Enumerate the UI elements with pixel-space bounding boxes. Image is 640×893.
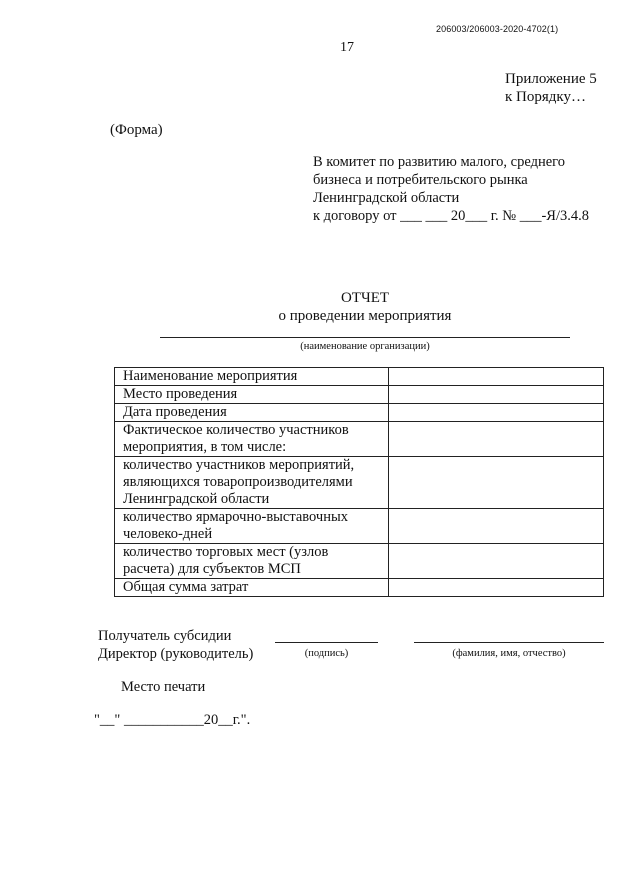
addressee-block [313, 153, 589, 225]
row-value-cell[interactable] [389, 422, 604, 457]
table-row [115, 579, 604, 597]
organization-name-line[interactable] [160, 337, 570, 338]
full-name-caption: (фамилия, имя, отчество) [452, 648, 566, 659]
signatory-block [98, 627, 253, 663]
table-row [115, 422, 604, 457]
appendix-note [505, 70, 597, 106]
row-value-cell[interactable] [389, 544, 604, 579]
row-value-cell[interactable] [389, 579, 604, 597]
report-table [114, 367, 604, 597]
row-label: Дата проведения [115, 404, 389, 422]
addressee-line-3: Ленинградской области [313, 190, 460, 206]
recipient-label: Получатель субсидии [98, 628, 232, 644]
stamp-place-label: Место печати [121, 679, 206, 695]
addressee-line-1: В комитет по развитию малого, среднего [313, 154, 566, 170]
report-title-main: ОТЧЕТ [340, 290, 390, 306]
organization-name-caption: (наименование организации) [300, 341, 430, 352]
page-number: 17 [340, 40, 354, 55]
row-label: количество торговых мест (узлов расчета) для субъектов МСП [115, 544, 389, 579]
signature-line[interactable] [275, 642, 378, 643]
report-title [160, 289, 570, 325]
row-label: Фактическое количество участников мероприятия, в том числе: [115, 422, 389, 457]
addressee-line-4: к договору от ___ ___ 20___ г. № ___-Я/3.4.8 [313, 208, 590, 224]
row-label: количество ярмарочно-выставочных человеко-дней [115, 509, 389, 544]
appendix-line-1: Приложение 5 [505, 71, 597, 87]
row-value-cell[interactable] [389, 457, 604, 509]
table-row [115, 509, 604, 544]
report-title-sub: о проведении мероприятия [278, 308, 452, 324]
row-label: Наименование мероприятия [115, 368, 389, 386]
full-name-line[interactable] [414, 642, 604, 643]
row-value-cell[interactable] [389, 509, 604, 544]
row-value-cell[interactable] [389, 368, 604, 386]
document-id: 206003/206003-2020-4702(1) [436, 24, 559, 34]
row-value-cell[interactable] [389, 404, 604, 422]
form-label: (Форма) [110, 122, 163, 138]
row-label: Общая сумма затрат [115, 579, 389, 597]
appendix-line-2: к Порядку… [505, 89, 586, 105]
date-line: "__" ___________20__г.". [94, 712, 251, 728]
director-label: Директор (руководитель) [98, 646, 254, 662]
table-row [115, 404, 604, 422]
table-row [115, 544, 604, 579]
signature-caption: (подпись) [304, 648, 349, 659]
row-value-cell[interactable] [389, 386, 604, 404]
addressee-line-2: бизнеса и потребительского рынка [313, 172, 528, 188]
table-row [115, 457, 604, 509]
row-label: Место проведения [115, 386, 389, 404]
table-row [115, 386, 604, 404]
table-row [115, 368, 604, 386]
row-label: количество участников мероприятий, являющихся товаропроизводителями Ленинградской области [115, 457, 389, 509]
